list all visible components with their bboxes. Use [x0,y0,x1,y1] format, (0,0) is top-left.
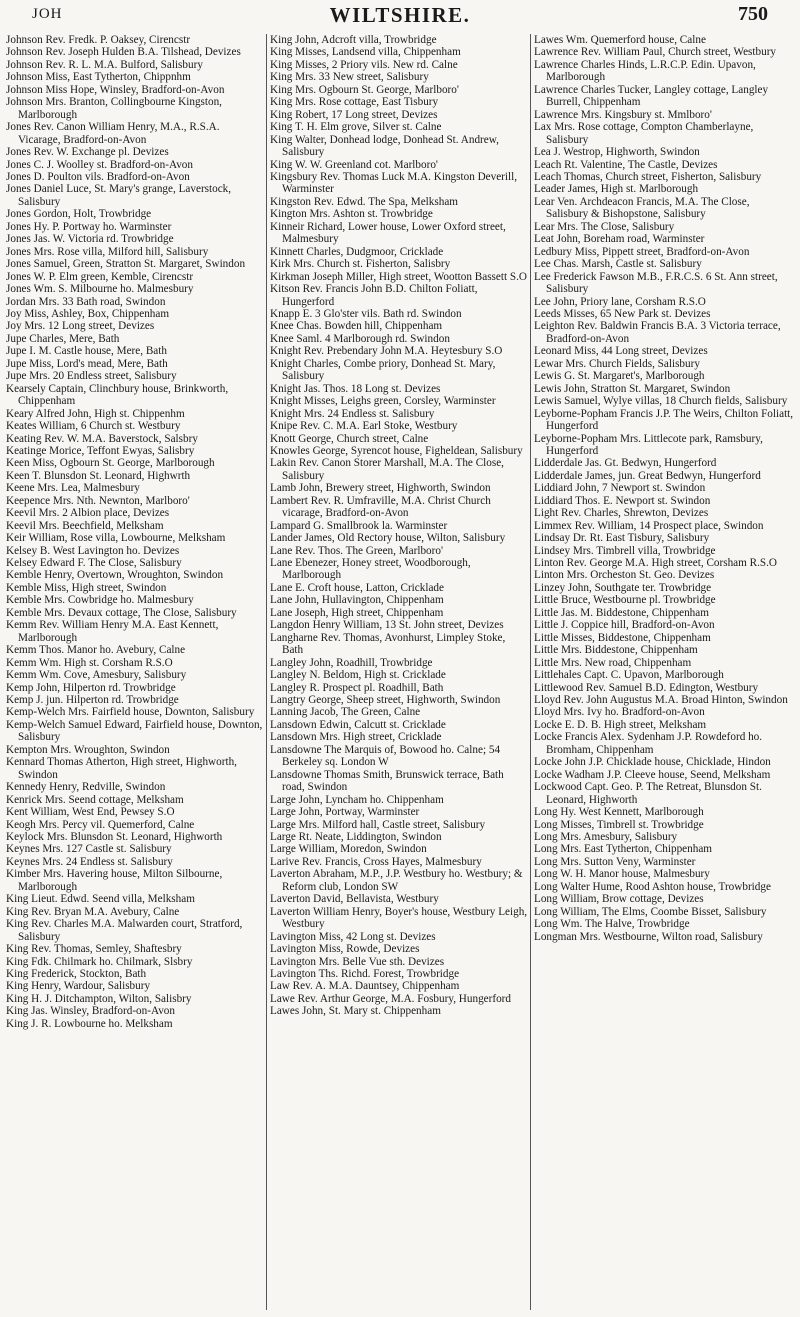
directory-entry: Lavington Miss, Rowde, Devizes [270,943,420,956]
directory-entry: Lee Chas. Marsh, Castle st. Salisbury [534,258,702,271]
directory-entry: Jones D. Poulton vils. Bradford-on-Avon [6,170,190,183]
directory-entry: Kington Mrs. Ashton st. Trowbridge [270,208,433,221]
directory-entry: Langharne Rev. Thomas, Avonhurst, Limpley Stoke, Bath [270,631,506,657]
directory-entry: Little Jas. M. Biddestone, Chippenham [534,606,709,619]
directory-entry: Jupe Charles, Mere, Bath [6,332,120,345]
directory-entry: Leonard Miss, 44 Long street, Devizes [534,345,708,358]
directory-entry: Jones C. J. Woolley st. Bradford-on-Avon [6,158,193,171]
directory-entry: Jones Jas. W. Victoria rd. Trowbridge [6,233,174,246]
page-header [0,0,800,28]
directory-entry: Jones Wm. S. Milbourne ho. Malmesbury [6,283,194,296]
directory-entry: Linton Mrs. Orcheston St. Geo. Devizes [534,569,715,582]
running-head: JOH [32,6,63,22]
directory-column-3 [534,34,794,1310]
directory-entry: Kemp-Welch Mrs. Fairfield house, Downton, Salisbury [6,706,255,719]
directory-entry: Limmex Rev. William, 14 Prospect place, Swindon [534,519,764,532]
directory-entry: Lax Mrs. Rose cottage, Compton Chamberlayne, Salisbury [534,121,754,146]
directory-entry: Kemp John, Hilperton rd. Trowbridge [6,681,176,694]
directory-entry: Keogh Mrs. Percy vil. Quemerford, Calne [6,818,195,831]
directory-entry: Leighton Rev. Baldwin Francis B.A. 3 Victoria terrace, Bradford-on-Avon [534,320,781,345]
directory-entry: Lansdown Mrs. High street, Cricklade [270,731,442,744]
directory-entry: Jordan Mrs. 33 Bath road, Swindon [6,295,166,308]
directory-entry: Lidderdale Jas. Gt. Bedwyn, Hungerford [534,457,717,470]
directory-entry: Little Misses, Biddestone, Chippenham [534,631,711,644]
directory-entry: Kennard Thomas Atherton, High street, Highworth, Swindon [6,756,237,781]
directory-entry: Knott George, Church street, Calne [270,432,429,445]
directory-entry: Long W. H. Manor house, Malmesbury [534,868,710,881]
page-number: 750 [738,3,768,25]
directory-entry: Lloyd Mrs. Ivy ho. Bradford-on-Avon [534,706,705,719]
directory-entry: Lavington Miss, 42 Long st. Devizes [270,930,436,943]
directory-entry: Lawrence Charles Hinds, L.R.C.P. Edin. Upavon, Marlborough [534,58,756,84]
directory-entry: Jones Mrs. Rose villa, Milford hill, Salisbury [6,245,209,258]
directory-entry: Keir William, Rose villa, Lowbourne, Melksham [6,532,226,545]
directory-entry: Lamb John, Brewery street, Highworth, Swindon [270,482,491,495]
directory-entry: Little Mrs. New road, Chippenham [534,656,692,669]
directory-entry: Kearsely Captain, Clinchbury house, Brinkworth, Chippenham [6,382,229,408]
directory-entry: Lane Rev. Thos. The Green, Marlboro' [270,544,443,557]
directory-entry: Knight Jas. Thos. 18 Long st. Devizes [270,382,441,395]
directory-entry: Keen Miss, Ogbourn St. George, Marlborough [6,457,215,470]
directory-entry: Kemble Henry, Overtown, Wroughton, Swindon [6,569,224,582]
directory-entry: Laverton William Henry, Boyer's house, Westbury Leigh, Westbury [270,905,528,931]
directory-entry: Lewis Samuel, Wylye villas, 18 Church fields, Salisbury [534,395,788,408]
directory-entry: Langley R. Prospect pl. Roadhill, Bath [270,681,444,694]
directory-entry: King Misses, 2 Priory vils. New rd. Calne [270,58,458,71]
directory-entry: Longman Mrs. Westbourne, Wilton road, Salisbury [534,930,763,943]
directory-entry: Johnson Miss, East Tytherton, Chippnhm [6,71,191,84]
directory-entry: Langley John, Roadhill, Trowbridge [270,656,433,669]
directory-entry: Kemble Mrs. Cowbridge ho. Malmesbury [6,594,194,607]
directory-entry: Large John, Portway, Warminster [270,806,420,819]
directory-entry: Liddiard John, 7 Newport st. Swindon [534,482,706,495]
directory-entry: Large Rt. Neate, Liddington, Swindon [270,831,442,843]
directory-entry: Lane Ebenezer, Honey street, Woodborough, Marlborough [270,557,471,582]
directory-entry: Kemble Miss, High street, Swindon [6,581,167,594]
directory-entry: Lee John, Priory lane, Corsham R.S.O [534,295,706,308]
directory-entry: Jupe Miss, Lord's mead, Mere, Bath [6,357,168,370]
directory-entry: Lewar Mrs. Church Fields, Salisbury [534,357,700,370]
directory-entry: Linzey John, Southgate ter. Trowbridge [534,581,712,594]
directory-entry: Knight Mrs. 24 Endless st. Salisbury [270,407,435,420]
directory-entry: Keevil Mrs. Beechfield, Melksham [6,519,164,532]
directory-entry: Kemm Rev. William Henry M.A. East Kennett, Marlborough [6,619,219,644]
directory-entry: Kempton Mrs. Wroughton, Swindon [6,743,170,756]
directory-entry: Lockwood Capt. Geo. P. The Retreat, Blunsdon St. Leonard, Highworth [534,781,762,806]
directory-entry: Kingston Rev. Edwd. The Spa, Melksham [270,195,458,208]
directory-entry: Keynes Mrs. 24 Endless st. Salisbury [6,855,173,868]
column-divider [266,34,267,1310]
directory-entry: Leach Thomas, Church street, Fisherton, Salisbury [534,170,762,183]
directory-entry: Jupe Mrs. 20 Endless street, Salisbury [6,370,177,383]
directory-entry: Law Rev. A. M.A. Dauntsey, Chippenham [270,980,460,993]
directory-entry: Lander James, Old Rectory house, Wilton, Salisbury [270,532,506,545]
directory-entry: Kingsbury Rev. Thomas Luck M.A. Kingston Deverill, Warminster [270,170,518,196]
directory-entry: Kirkman Joseph Miller, High street, Wootton Bassett S.O [270,270,527,283]
directory-entry: Light Rev. Charles, Shrewton, Devizes [534,507,709,520]
directory-entry: Kitson Rev. Francis John B.D. Chilton Foliatt, Hungerford [270,283,478,308]
directory-entry: King Frederick, Stockton, Bath [6,967,147,980]
directory-entry: Locke Wadham J.P. Cleeve house, Seend, Melksham [534,768,771,781]
directory-entry: Kennedy Henry, Redville, Swindon [6,781,166,794]
directory-entry: Keen T. Blunsdon St. Leonard, Highwrth [6,469,191,482]
directory-entry: Langtry George, Sheep street, Highworth, Swindon [270,694,501,707]
directory-entry: Little Bruce, Westbourne pl. Trowbridge [534,594,716,607]
directory-entry: Leeds Misses, 65 New Park st. Devizes [534,307,711,320]
directory-entry: Knapp E. 3 Glo'ster vils. Bath rd. Swindon [270,307,462,320]
directory-entry: Long William, The Elms, Coombe Bisset, Salisbury [534,905,767,918]
directory-entry: King J. R. Lowbourne ho. Melksham [6,1017,173,1030]
directory-entry: Long William, Brow cottage, Devizes [534,893,704,906]
directory-entry: Joy Mrs. 12 Long street, Devizes [6,320,155,333]
directory-entry: Keepence Mrs. Nth. Newnton, Marlboro' [6,494,190,507]
directory-entry: Locke John J.P. Chicklade house, Chicklade, Hindon [534,756,771,769]
directory-entry: Long Mrs. East Tytherton, Chippenham [534,843,712,856]
directory-entry: Lambert Rev. R. Umfraville, M.A. Christ Church vicarage, Bradford-on-Avon [270,494,491,520]
directory-entry: King H. J. Ditchampton, Wilton, Salisbry [6,992,192,1005]
directory-entry: Lawrence Mrs. Kingsbury st. Mmlboro' [534,108,712,121]
directory-entry: Kinneir Richard, Lower house, Lower Oxford street, Malmesbury [270,220,506,246]
directory-entry: Large Mrs. Milford hall, Castle street, Salisbury [270,818,486,831]
page-title: WILTSHIRE. [329,3,471,27]
directory-entry: King Mrs. Rose cottage, East Tisbury [270,96,439,109]
directory-entry: Knowles George, Syrencot house, Figheldean, Salisbury [270,444,523,457]
directory-entry: Jones W. P. Elm green, Kemble, Cirencstr [6,270,194,283]
directory-entry: Littlehales Capt. C. Upavon, Marlborough [534,669,724,682]
directory-entry: Kemm Wm. High st. Corsham R.S.O [6,656,173,669]
directory-entry: Lindsey Mrs. Timbrell villa, Trowbridge [534,544,716,557]
directory-entry: Liddiard Thos. E. Newport st. Swindon [534,494,711,507]
directory-entry: Knight Misses, Leighs green, Corsley, Warminster [270,395,496,408]
directory-entry: Lansdowne The Marquis of, Bowood ho. Calne; 54 Berkeley sq. London W [270,743,501,769]
directory-entry: Laverton David, Bellavista, Westbury [270,893,439,906]
directory-entry: Johnson Rev. Joseph Hulden B.A. Tilshead, Devizes [6,46,241,59]
directory-entry: Leyborne-Popham Francis J.P. The Weirs, Chilton Foliatt, Hungerford [534,407,794,433]
directory-entry: Large John, Lyncham ho. Chippenham [270,793,444,806]
directory-entry: King Jas. Winsley, Bradford-on-Avon [6,1005,175,1018]
directory-entry: Lane John, Hullavington, Chippenham [270,594,444,607]
directory-entry: Lindsay Dr. Rt. East Tisbury, Salisbury [534,532,710,545]
directory-entry: Keylock Mrs. Blunsdon St. Leonard, Highworth [6,831,223,843]
directory-entry: King Walter, Donhead lodge, Donhead St. Andrew, Salisbury [270,133,499,159]
directory-entry: Littlewood Rev. Samuel B.D. Edington, Westbury [534,681,759,694]
directory-entry: Lidderdale James, jun. Great Bedwyn, Hungerford [534,469,761,482]
directory-entry: Jones Gordon, Holt, Trowbridge [6,208,152,221]
directory-entry: King Rev. Thomas, Semley, Shaftesbry [6,943,182,956]
directory-entry: Kelsey Edward F. The Close, Salisbury [6,557,182,570]
directory-entry: Laverton Abraham, M.P., J.P. Westbury ho. Westbury; & Reform club, London SW [270,868,523,893]
directory-column-2 [270,34,528,1310]
directory-entry: Lawrence Rev. William Paul, Church street, Westbury [534,46,777,59]
directory-entry: King Henry, Wardour, Salisbury [6,980,151,993]
directory-entry: Lansdowne Thomas Smith, Brunswick terrace, Bath road, Swindon [270,768,504,794]
directory-entry: Large William, Moredon, Swindon [270,843,427,856]
directory-entry: Kenrick Mrs. Seend cottage, Melksham [6,793,184,806]
directory-entry: Long Hy. West Kennett, Marlborough [534,806,704,819]
directory-entry: Lanning Jacob, The Green, Calne [270,706,421,719]
directory-entry: Jupe I. M. Castle house, Mere, Bath [6,345,167,358]
directory-entry: Ledbury Miss, Pippett street, Bradford-on-Avon [534,245,750,258]
directory-entry: Linton Rev. George M.A. High street, Corsham R.S.O [534,557,777,570]
directory-entry: King Lieut. Edwd. Seend villa, Melksham [6,893,195,906]
directory-entry: Keynes Mrs. 127 Castle st. Salisbury [6,843,172,856]
directory-entry: Kemp-Welch Samuel Edward, Fairfield house, Downton, Salisbury [6,718,263,744]
directory-entry: Lea J. Westrop, Highworth, Swindon [534,146,700,159]
directory-entry: Lane E. Croft house, Latton, Cricklade [270,581,444,594]
directory-entry: Kimber Mrs. Havering house, Milton Silbourne, Marlborough [6,868,223,893]
directory-entry: King Rev. Charles M.A. Malwarden court, Stratford, Salisbury [6,918,243,943]
directory-entry: Lear Mrs. The Close, Salisbury [534,220,675,233]
directory-entry: Lear Ven. Archdeacon Francis, M.A. The Close, Salisbury & Bishopstone, Salisbury [534,195,750,221]
directory-entry: Little J. Coppice hill, Bradford-on-Avon [534,619,715,632]
directory-entry: Lakin Rev. Canon Storer Marshall, M.A. The Close, Salisbury [270,457,504,482]
directory-entry: Lloyd Rev. John Augustus M.A. Broad Hinton, Swindon [534,694,788,707]
directory-entry: Kemm Thos. Manor ho. Avebury, Calne [6,644,186,657]
directory-entry: Keary Alfred John, High st. Chippenhm [6,407,185,420]
directory-entry: Kemble Mrs. Devaux cottage, The Close, Salisbury [6,606,237,619]
directory-entry: Keating Rev. W. M.A. Baverstock, Salsbry [6,432,198,445]
directory-entry: Keene Mrs. Lea, Malmesbury [6,482,140,495]
directory-entry: Leat John, Boreham road, Warminster [534,233,705,246]
directory-entry: Lewis John, Stratton St. Margaret, Swindon [534,382,731,395]
directory-entry: Lane Joseph, High street, Chippenham [270,606,444,619]
directory-entry: Langley N. Beldom, High st. Cricklade [270,669,446,682]
directory-entry: Joy Miss, Ashley, Box, Chippenham [6,307,170,320]
directory-entry: King Rev. Bryan M.A. Avebury, Calne [6,905,180,918]
directory-entry: King Mrs. 33 New street, Salisbury [270,71,429,84]
column-divider [530,34,531,1310]
directory-entry: Lawrence Charles Tucker, Langley cottage, Langley Burrell, Chippenham [534,83,769,109]
directory-entry: Keates William, 6 Church st. Westbury [6,420,181,433]
directory-entry: Kemm Wm. Cove, Amesbury, Salisbury [6,669,187,682]
directory-entry: Langdon Henry William, 13 St. John street, Devizes [270,619,504,632]
directory-column-1 [6,34,264,1310]
directory-entry: Knight Rev. Prebendary John M.A. Heytesbury S.O [270,345,503,358]
directory-entry: Little Mrs. Biddestone, Chippenham [534,644,698,657]
directory-entry: King Misses, Landsend villa, Chippenham [270,46,461,59]
directory-entry: Knee Chas. Bowden hill, Chippenham [270,320,443,333]
directory-entry: Jones Rev. Canon William Henry, M.A., R.S.A. Vicarage, Bradford-on-Avon [6,121,220,146]
directory-entry: Leach Rt. Valentine, The Castle, Devizes [534,158,718,171]
directory-entry: Kinnett Charles, Dudgmoor, Cricklade [270,245,444,258]
directory-entry: Long Misses, Timbrell st. Trowbridge [534,818,704,831]
directory-entry: Kent William, West End, Pewsey S.O [6,806,175,819]
directory-entry: King Mrs. Ogbourn St. George, Marlboro' [270,83,459,96]
directory-entry: Lee Frederick Fawson M.B., F.R.C.S. 6 St. Ann street, Salisbury [534,270,778,296]
directory-entry: Lampard G. Smallbrook la. Warminster [270,519,448,532]
directory-entry: Leader James, High st. Marlborough [534,183,699,196]
directory-entry: Kelsey B. West Lavington ho. Devizes [6,544,180,557]
directory-entry: Lawes John, St. Mary st. Chippenham [270,1005,441,1018]
directory-entry: Jones Rev. W. Exchange pl. Devizes [6,146,169,159]
directory-entry: Keevil Mrs. 2 Albion place, Devizes [6,507,170,520]
directory-entry: Jones Hy. P. Portway ho. Warminster [6,220,172,233]
directory-entry: Long Walter Hume, Rood Ashton house, Trowbridge [534,880,771,893]
directory-entry: Knight Charles, Combe priory, Donhead St. Mary, Salisbury [270,357,496,383]
directory-entry: King Fdk. Chilmark ho. Chilmark, Slsbry [6,955,193,968]
directory-entry: Johnson Rev. R. L. M.A. Bulford, Salisbury [6,58,203,71]
directory-entry: King T. H. Elm grove, Silver st. Calne [270,121,442,134]
directory-entry: Jones Daniel Luce, St. Mary's grange, Laverstock, Salisbury [6,183,232,208]
directory-entry: Long Mrs. Amesbury, Salisbury [534,831,678,843]
directory-entry: Locke E. D. B. High street, Melksham [534,718,707,731]
directory-entry: Kirk Mrs. Church st. Fisherton, Salisbry [270,258,451,271]
directory-entry: Johnson Mrs. Branton, Collingbourne Kingston, Marlborough [6,96,222,121]
directory-entry: Knipe Rev. C. M.A. Earl Stoke, Westbury [270,420,458,433]
directory-entry: Leyborne-Popham Mrs. Littlecote park, Ramsbury, Hungerford [534,432,763,457]
directory-entry: Long Wm. The Halve, Trowbridge [534,918,690,931]
directory-entry: Kemp J. jun. Hilperton rd. Trowbridge [6,694,179,707]
directory-entry: Lansdown Edwin, Calcutt st. Cricklade [270,718,446,731]
directory-entry: Long Mrs. Sutton Veny, Warminster [534,855,696,868]
directory-entry: Johnson Miss Hope, Winsley, Bradford-on-Avon [6,83,225,96]
directory-entry: Knee Saml. 4 Marlborough rd. Swindon [270,332,450,345]
directory-entry: Lavington Mrs. Belle Vue sth. Devizes [270,955,445,968]
directory-entry: Johnson Rev. Fredk. P. Oaksey, Cirencstr [6,34,191,46]
directory-entry: Larive Rev. Francis, Cross Hayes, Malmesbury [270,855,482,868]
directory-entry: Lewis G. St. Margaret's, Marlborough [534,370,705,383]
directory-entry: Lawes Wm. Quemerford house, Calne [534,34,706,46]
directory-entry: Locke Francis Alex. Sydenham J.P. Rowdeford ho. Bromham, Chippenham [534,731,763,756]
directory-entry: Jones Samuel, Green, Stratton St. Margaret, Swindon [6,258,246,271]
directory-entry: King John, Adcroft villa, Trowbridge [270,34,437,46]
directory-entry: Keatinge Morice, Teffont Ewyas, Salisbry [6,444,195,457]
directory-entry: Lavington Ths. Richd. Forest, Trowbridge [270,967,460,980]
directory-entry: King Robert, 17 Long street, Devizes [270,108,438,121]
directory-entry: Lawe Rev. Arthur George, M.A. Fosbury, Hungerford [270,992,511,1005]
directory-entry: King W. W. Greenland cot. Marlboro' [270,158,438,171]
